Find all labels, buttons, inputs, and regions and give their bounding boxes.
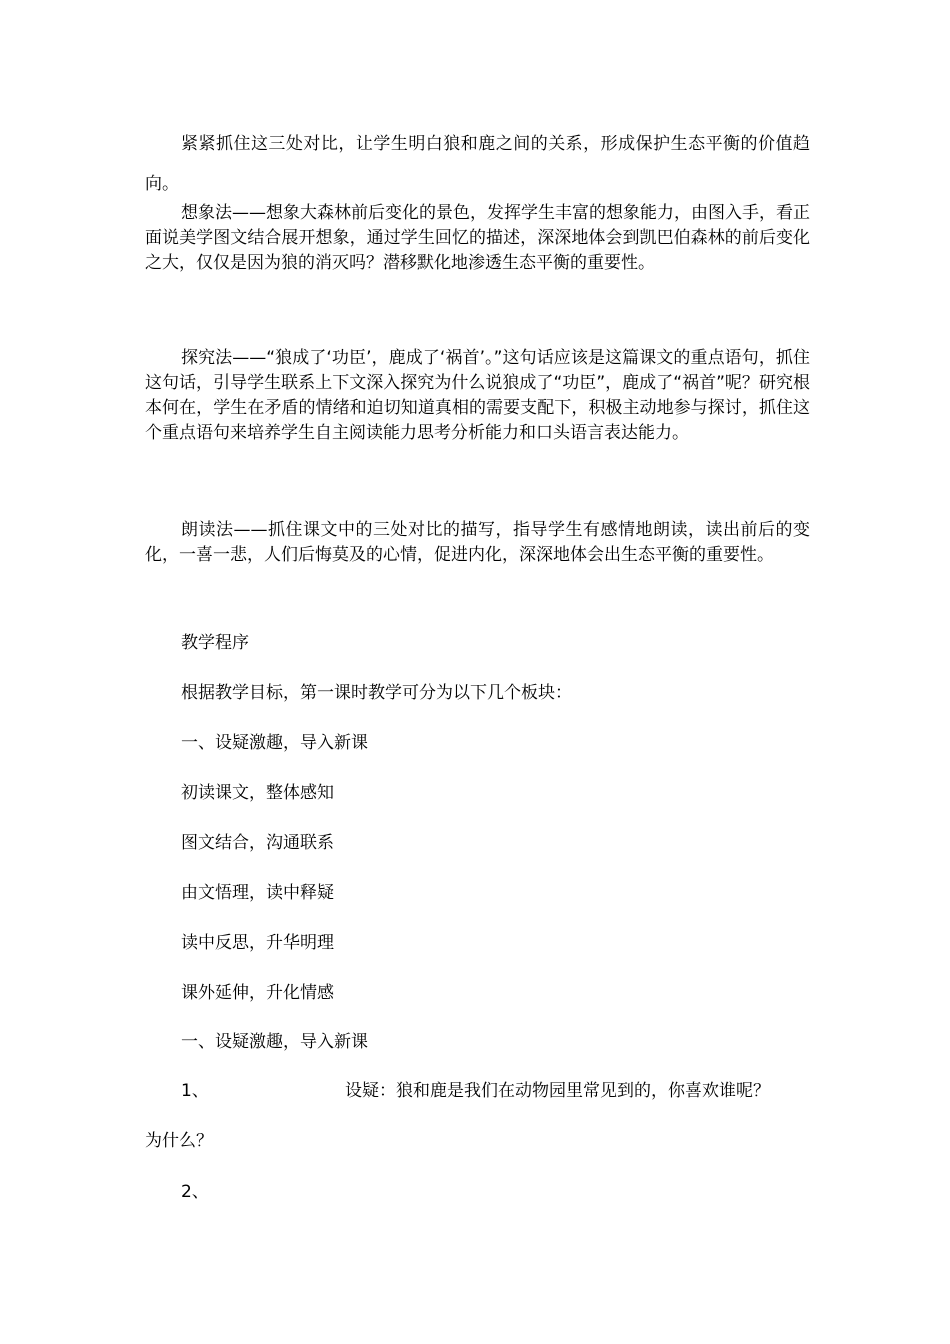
paragraph-imagination-method: 想象法——想象大森林前后变化的景色，发挥学生丰富的想象能力，由图入手，看正面说美学图文结合展开想象，通过学生回忆的描述，深深地体会到凯巴伯森林的前后变化之大，仅仅是因为狼的消灭吗？潜移默化地渗透生态平衡的重要性。 [145, 203, 810, 273]
section-item: 初读课文，整体感知 [181, 783, 334, 803]
paragraph-reading-method: 朗读法——抓住课文中的三处对比的描写，指导学生有感情地朗读，读出前后的变化，一喜一悲，人们后悔莫及的心情，促进内化，深深地体会出生态平衡的重要性。 [145, 520, 810, 565]
section-item: 一、设疑激趣，导入新课 [181, 733, 368, 753]
paragraph-inquiry-method: 探究法——“狼成了‘功臣’，鹿成了‘祸首’。”这句话应该是这篇课文的重点语句，抓住这句话，引导学生联系上下文深入探究为什么说狼成了“功臣”，鹿成了“祸首”呢？研究根本何在，学生在矛盾的情绪和迫切知道真相的需要支配下，积极主动地参与探讨，抓住这个重点语句来培养学生自主阅读能力思考分析能力和口头语言表达能力。 [145, 348, 810, 443]
intro-text: 根据教学目标，第一课时教学可分为以下几个板块： [181, 683, 572, 703]
section-item: 课外延伸，升化情感 [181, 983, 334, 1003]
item-text-1: 设疑：狼和鹿是我们在动物园里常见到的，你喜欢谁呢？ [345, 1081, 770, 1101]
paragraph-contrast: 紧紧抓住这三处对比，让学生明白狼和鹿之间的关系，形成保护生态平衡的价值趋向。 [145, 134, 810, 194]
section-item: 读中反思，升华明理 [181, 933, 334, 953]
section-heading-repeat: 一、设疑激趣，导入新课 [181, 1032, 368, 1052]
heading-teaching-program: 教学程序 [181, 633, 249, 653]
item-number-1: 1、 [181, 1081, 209, 1101]
item-number-2: 2、 [181, 1182, 209, 1202]
item-text-1-continued: 为什么？ [145, 1131, 213, 1151]
section-item: 由文悟理，读中释疑 [181, 883, 334, 903]
section-item: 图文结合，沟通联系 [181, 833, 334, 853]
